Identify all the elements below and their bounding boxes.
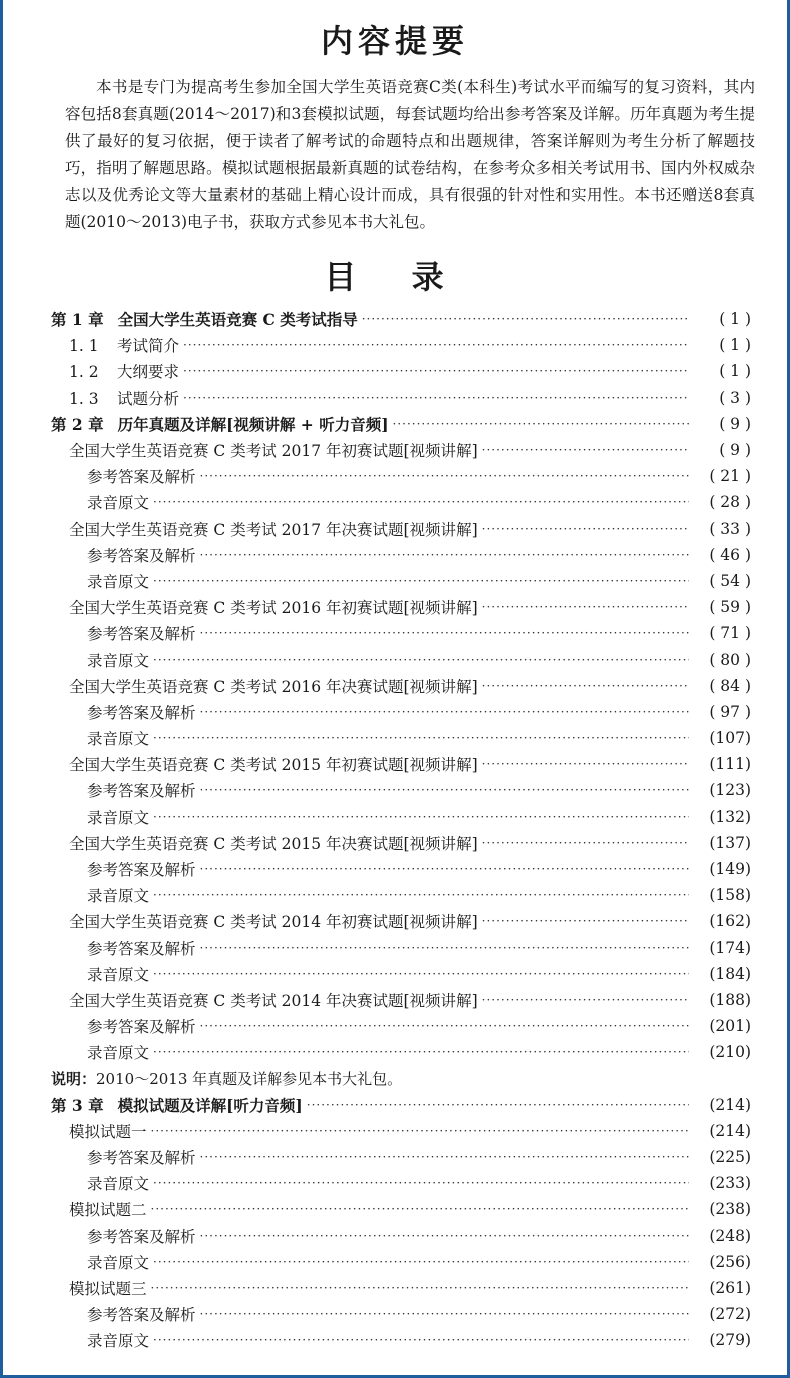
entry-title: 模拟试题一 xyxy=(69,1122,147,1141)
toc-mock-entry[interactable] xyxy=(51,1275,751,1301)
toc-exam-entry[interactable] xyxy=(51,673,751,699)
leader-dots xyxy=(307,1098,689,1112)
page-number: ( 1 ) xyxy=(719,336,751,355)
toc-answer-entry[interactable] xyxy=(51,935,751,961)
toc-answer-entry[interactable] xyxy=(51,620,751,646)
toc-transcript-entry[interactable] xyxy=(51,804,751,830)
page-number: ( 1 ) xyxy=(719,362,751,381)
page-number: ( 71 ) xyxy=(709,624,751,643)
page-number: (174) xyxy=(709,938,751,957)
toc-section-1-1[interactable] xyxy=(51,332,751,358)
toc-transcript-entry[interactable] xyxy=(51,1249,751,1275)
toc-exam-entry[interactable] xyxy=(51,830,751,856)
page-number: (214) xyxy=(709,1095,751,1114)
toc-answer-entry[interactable] xyxy=(51,1013,751,1039)
entry-title: 参考答案及解析 xyxy=(87,1018,196,1037)
toc-exam-entry[interactable] xyxy=(51,987,751,1013)
chapter-number: 第 2 章 xyxy=(51,414,104,434)
entry-title: 参考答案及解析 xyxy=(87,861,196,880)
toc-answer-entry[interactable] xyxy=(51,1223,751,1249)
leader-dots xyxy=(153,1176,689,1190)
leader-dots xyxy=(151,1202,689,1216)
section-title: 考试简介 xyxy=(117,337,180,356)
entry-title: 录音原文 xyxy=(87,1253,150,1272)
leader-dots xyxy=(153,967,689,981)
leader-dots xyxy=(200,705,689,719)
toc-mock-entry[interactable] xyxy=(51,1118,751,1144)
entry-title: 录音原文 xyxy=(87,572,150,591)
leader-dots xyxy=(153,888,689,902)
section-title: 大纲要求 xyxy=(117,363,180,382)
leader-dots xyxy=(153,810,689,824)
toc-answer-entry[interactable] xyxy=(51,777,751,803)
entry-title: 全国大学生英语竞赛 C 类考试 2015 年决赛试题[视频讲解] xyxy=(69,834,478,853)
leader-dots xyxy=(482,443,689,457)
entry-title: 录音原文 xyxy=(87,730,150,749)
toc-transcript-entry[interactable] xyxy=(51,646,751,672)
entry-title: 录音原文 xyxy=(87,808,150,827)
page-number: (272) xyxy=(709,1305,751,1324)
page-number: ( 33 ) xyxy=(709,519,751,538)
page-number: ( 21 ) xyxy=(709,467,751,486)
page-number: (256) xyxy=(709,1252,751,1271)
page-number: (111) xyxy=(709,755,751,774)
toc-answer-entry[interactable] xyxy=(51,542,751,568)
leader-dots xyxy=(153,495,689,509)
entry-title: 全国大学生英语竞赛 C 类考试 2014 年决赛试题[视频讲解] xyxy=(69,991,478,1010)
entry-title: 录音原文 xyxy=(87,887,150,906)
toc-answer-entry[interactable] xyxy=(51,856,751,882)
toc-answer-entry[interactable] xyxy=(51,699,751,725)
leader-dots xyxy=(482,600,689,614)
entry-title: 全国大学生英语竞赛 C 类考试 2016 年决赛试题[视频讲解] xyxy=(69,677,478,696)
leader-dots xyxy=(200,1019,689,1033)
entry-title: 参考答案及解析 xyxy=(87,782,196,801)
page-number: (238) xyxy=(709,1200,751,1219)
page-number: ( 84 ) xyxy=(709,676,751,695)
page-number: ( 9 ) xyxy=(719,414,751,433)
leader-dots xyxy=(482,522,689,536)
toc-exam-entry[interactable] xyxy=(51,751,751,777)
leader-dots xyxy=(200,548,689,562)
section-number: 1. 2 xyxy=(69,363,99,382)
entry-title: 参考答案及解析 xyxy=(87,468,196,487)
entry-title: 参考答案及解析 xyxy=(87,1227,196,1246)
toc-transcript-entry[interactable] xyxy=(51,1327,751,1353)
page-number: ( 1 ) xyxy=(719,310,751,329)
page-number: ( 46 ) xyxy=(709,545,751,564)
leader-dots xyxy=(153,653,689,667)
entry-title: 录音原文 xyxy=(87,494,150,513)
toc-answer-entry[interactable] xyxy=(51,1144,751,1170)
entry-title: 参考答案及解析 xyxy=(87,625,196,644)
page-number: ( 97 ) xyxy=(709,702,751,721)
leader-dots xyxy=(200,469,689,483)
leader-dots xyxy=(183,338,689,352)
leader-dots xyxy=(153,1333,689,1347)
entry-title: 录音原文 xyxy=(87,965,150,984)
page-number: (137) xyxy=(709,833,751,852)
entry-title: 全国大学生英语竞赛 C 类考试 2017 年初赛试题[视频讲解] xyxy=(69,442,478,461)
page-number: ( 3 ) xyxy=(719,388,751,407)
leader-dots xyxy=(153,574,689,588)
page-number: (201) xyxy=(709,1017,751,1036)
toc-transcript-entry[interactable] xyxy=(51,961,751,987)
toc-exam-entry[interactable] xyxy=(51,908,751,934)
page-number: (149) xyxy=(709,860,751,879)
page-number: ( 80 ) xyxy=(709,650,751,669)
leader-dots xyxy=(183,364,689,378)
chapter-title: 全国大学生英语竞赛 C 类考试指导 xyxy=(117,310,358,330)
toc-section-1-2[interactable] xyxy=(51,358,751,384)
page-number: (132) xyxy=(709,807,751,826)
page-number: (162) xyxy=(709,912,751,931)
leader-dots xyxy=(200,626,689,640)
toc-chapter-3[interactable] xyxy=(51,1092,751,1118)
entry-title: 参考答案及解析 xyxy=(87,703,196,722)
page-number: (184) xyxy=(709,964,751,983)
toc-chapter-1[interactable] xyxy=(51,306,751,332)
toc-section-1-3[interactable] xyxy=(51,385,751,411)
toc-transcript-entry[interactable] xyxy=(51,568,751,594)
entry-title: 参考答案及解析 xyxy=(87,546,196,565)
leader-dots xyxy=(200,783,689,797)
toc-transcript-entry[interactable] xyxy=(51,489,751,515)
entry-title: 全国大学生英语竞赛 C 类考试 2017 年决赛试题[视频讲解] xyxy=(69,520,478,539)
page-number: (233) xyxy=(709,1174,751,1193)
leader-dots xyxy=(482,679,689,693)
page-number: ( 59 ) xyxy=(709,598,751,617)
entry-title: 模拟试题二 xyxy=(69,1201,147,1220)
toc-transcript-entry[interactable] xyxy=(51,1039,751,1065)
leader-dots xyxy=(200,1307,689,1321)
entry-title: 全国大学生英语竞赛 C 类考试 2015 年初赛试题[视频讲解] xyxy=(69,756,478,775)
toc-exam-entry[interactable] xyxy=(51,594,751,620)
entry-title: 参考答案及解析 xyxy=(87,939,196,958)
entry-title: 参考答案及解析 xyxy=(87,1149,196,1168)
entry-title: 录音原文 xyxy=(87,651,150,670)
page-number: (107) xyxy=(709,729,751,748)
leader-dots xyxy=(200,862,689,876)
leader-dots xyxy=(482,914,689,928)
page-number: ( 28 ) xyxy=(709,493,751,512)
leader-dots xyxy=(151,1124,689,1138)
toc-transcript-entry[interactable] xyxy=(51,725,751,751)
section-number: 1. 3 xyxy=(69,389,99,408)
leader-dots xyxy=(183,391,689,405)
leader-dots xyxy=(151,1281,689,1295)
leader-dots xyxy=(482,757,689,771)
leader-dots xyxy=(200,1150,689,1164)
toc-exam-entry[interactable] xyxy=(51,516,751,542)
toc-answer-entry[interactable] xyxy=(51,463,751,489)
toc-note xyxy=(51,1065,751,1091)
leader-dots xyxy=(482,836,689,850)
page-number: (210) xyxy=(709,1043,751,1062)
page-number: ( 54 ) xyxy=(709,571,751,590)
page-number: (225) xyxy=(709,1148,751,1167)
page-number: (248) xyxy=(709,1226,751,1245)
chapter-number: 第 3 章 xyxy=(51,1095,104,1115)
leader-dots xyxy=(200,1229,689,1243)
leader-dots xyxy=(482,993,689,1007)
entry-title: 模拟试题三 xyxy=(69,1280,147,1299)
page-number: (279) xyxy=(709,1331,751,1350)
note-text: 2010～2013 年真题及详解参见本书大礼包。 xyxy=(96,1070,403,1089)
leader-dots xyxy=(393,417,689,431)
leader-dots xyxy=(153,731,689,745)
leader-dots xyxy=(153,1255,689,1269)
chapter-title: 模拟试题及详解[听力音频] xyxy=(117,1095,303,1115)
toc-mock-entry[interactable] xyxy=(51,1196,751,1222)
entry-title: 全国大学生英语竞赛 C 类考试 2016 年初赛试题[视频讲解] xyxy=(69,599,478,618)
toc-title: 目 录 xyxy=(324,258,466,296)
leader-dots xyxy=(153,1045,689,1059)
section-number: 1. 1 xyxy=(69,337,99,356)
chapter-title: 历年真题及详解[视频讲解 + 听力音频] xyxy=(117,414,389,434)
summary-title: 内容提要 xyxy=(320,22,469,60)
toc-chapter-2[interactable] xyxy=(51,411,751,437)
leader-dots xyxy=(362,312,689,326)
table-of-contents xyxy=(51,306,751,1354)
entry-title: 录音原文 xyxy=(87,1044,150,1063)
summary-paragraph: 本书是专门为提高考生参加全国大学生英语竞赛C类(本科生)考试水平而编写的复习资料，其内容包括8套真题(2014～2017)和3套模拟试题，每套试题均给出参考答案及详解。历年真题为考生提供了最好的复习依据，便于读者了解考试的命题特点和出题规律，答案详解则为考生分析了解题技巧，指明了解题思路。模拟试题根据最新真题的试卷结构，在参考众多相关考试用书、国内外权威杂志以及优秀论文等大量素材的基础上精心设计而成，具有很强的针对性和实用性。本书还赠送8套真题(2010～2013)电子书，获取方式参见本书大礼包。 xyxy=(65,78,755,231)
section-title: 试题分析 xyxy=(117,389,180,408)
page-number: (261) xyxy=(709,1279,751,1298)
page-number: (188) xyxy=(709,990,751,1009)
entry-title: 录音原文 xyxy=(87,1332,150,1351)
note-label: 说明： xyxy=(51,1070,97,1089)
toc-transcript-entry[interactable] xyxy=(51,1170,751,1196)
page-number: ( 9 ) xyxy=(719,441,751,460)
page-number: (123) xyxy=(709,781,751,800)
toc-answer-entry[interactable] xyxy=(51,1301,751,1327)
page-number: (158) xyxy=(709,886,751,905)
toc-transcript-entry[interactable] xyxy=(51,882,751,908)
leader-dots xyxy=(200,941,689,955)
entry-title: 录音原文 xyxy=(87,1175,150,1194)
chapter-number: 第 1 章 xyxy=(51,310,104,330)
entry-title: 参考答案及解析 xyxy=(87,1306,196,1325)
toc-exam-entry[interactable] xyxy=(51,437,751,463)
page-number: (214) xyxy=(709,1121,751,1140)
entry-title: 全国大学生英语竞赛 C 类考试 2014 年初赛试题[视频讲解] xyxy=(69,913,478,932)
